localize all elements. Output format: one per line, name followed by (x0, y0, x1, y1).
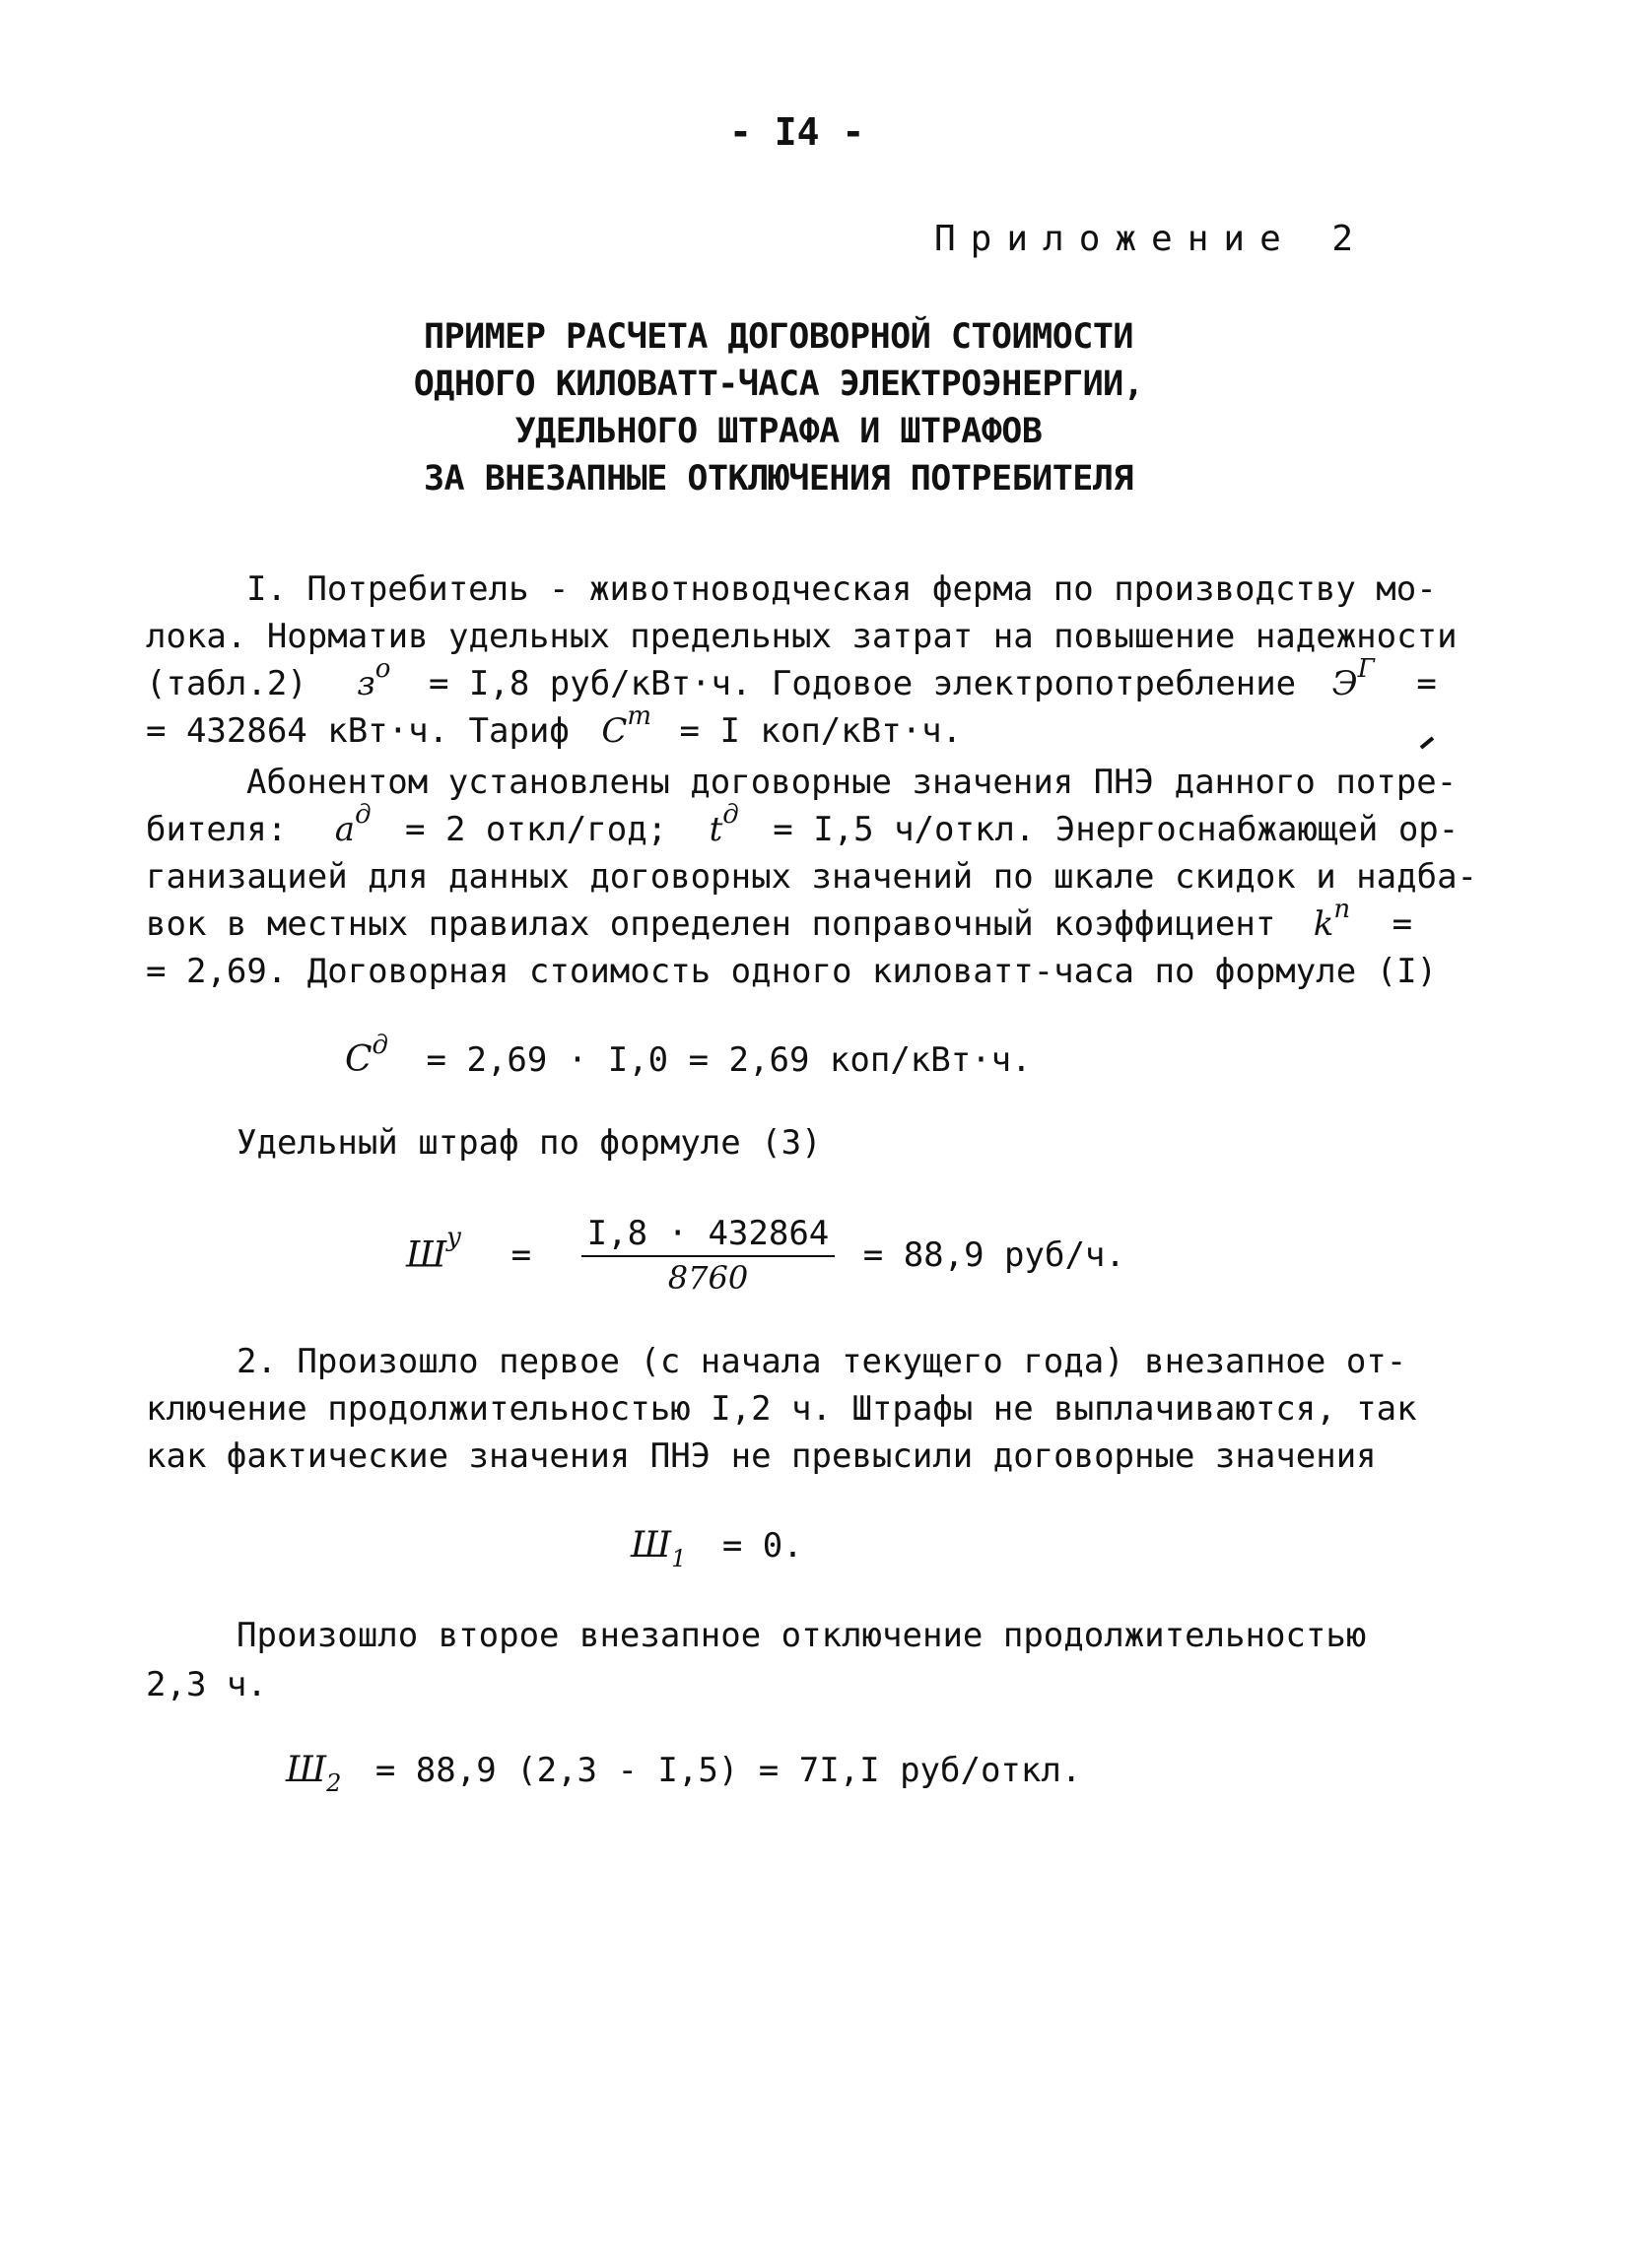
paragraph-line: 2. Произошло первое (с начала текущего года) внезапное от- (237, 1342, 1407, 1381)
formula-expression: = 0. (721, 1526, 803, 1566)
formula-symbol: C (345, 1039, 373, 1080)
text-fragment: = I,5 ч/откл. Энергоснабжающей ор- (773, 810, 1460, 849)
paragraph-line (146, 654, 1437, 703)
formula-symbol: Ш (286, 1750, 327, 1790)
energy-symbol-sup: Г (1357, 654, 1375, 684)
formula-contract-cost (345, 1031, 1032, 1080)
formula-symbol-sup: у (446, 1223, 462, 1252)
text-fragment: = 2 откл/год; (405, 810, 668, 849)
paragraph-line: I. Потребитель - животноводческая ферма по производству мо- (246, 569, 1437, 609)
formula-result: = 88,9 руб/ч. (862, 1235, 1125, 1275)
formula-expression: = 2,69 · I,0 = 2,69 коп/кВт·ч. (426, 1040, 1032, 1080)
formula-symbol: Ш (631, 1525, 672, 1566)
formula-penalty-2 (286, 1750, 1082, 1797)
formula-penalty-1 (631, 1525, 803, 1572)
paragraph-line: Произошло второе внезапное отключение продолжительностью (237, 1616, 1367, 1655)
title-line-4: ЗА ВНЕЗАПНЫЕ ОТКЛЮЧЕНИЯ ПОТРЕБИТЕЛЯ (423, 459, 1133, 499)
paragraph-line: = 2,69. Договорная стоимость одного киловатт-часа по формуле (I) (146, 952, 1438, 991)
formula-symbol: Ш (406, 1234, 447, 1276)
paragraph-line: ганизацией для данных договорных значений по шкале скидок и надба- (146, 857, 1478, 897)
paragraph-line: лока. Норматив удельных предельных затрат на повышение надежности (146, 617, 1458, 656)
formula-fraction (581, 1214, 836, 1297)
appendix-label: Приложение 2 (934, 219, 1369, 259)
formula-expression: = 88,9 (2,3 - I,5) = 7I,I руб/откл. (374, 1751, 1082, 1790)
tariff-symbol: C (601, 711, 628, 751)
paragraph-line: Абонентом установлены договорные значения ПНЭ данного потре- (246, 763, 1458, 802)
outage-duration-symbol-sup: д (722, 800, 739, 830)
penalty-intro: Удельный штраф по формуле (3) (237, 1123, 822, 1163)
formula-symbol-sup: д (372, 1031, 389, 1060)
text-fragment: = I,8 руб/кВт·ч. Годовое электропотребление (428, 664, 1297, 703)
fraction-denominator: 8760 (667, 1259, 749, 1297)
paragraph-line (146, 895, 1413, 944)
text-fragment: = (1392, 904, 1413, 944)
text-fragment: = I коп/кВт·ч. (679, 711, 963, 751)
paragraph-line: как фактические значения ПНЭ не превысили договорные значения (146, 1436, 1377, 1476)
formula-symbol-sub: 2 (326, 1769, 342, 1797)
page-number: - I4 - (729, 110, 865, 154)
title-line-1: ПРИМЕР РАСЧЕТА ДОГОВОРНОЙ СТОИМОСТИ (423, 317, 1133, 357)
outage-count-symbol: a (334, 810, 356, 849)
text-fragment: вок в местных правилах определен поправочный коэффициент (146, 904, 1276, 944)
text-fragment: бителя: (146, 810, 288, 849)
coefficient-symbol-sup: п (1333, 895, 1351, 924)
tariff-symbol-sup: т (627, 701, 652, 731)
title-line-2: ОДНОГО КИЛОВАТТ-ЧАСА ЭЛЕКТРОЭНЕРГИИ, (413, 365, 1144, 404)
text-fragment: = (1416, 664, 1437, 703)
formula-equals: = (510, 1235, 532, 1275)
outage-count-symbol-sup: д (355, 800, 372, 830)
paragraph-line: ключение продолжительностью I,2 ч. Штрафы не выплачиваются, так (146, 1389, 1417, 1429)
coefficient-symbol: k (1313, 904, 1334, 944)
formula-symbol-sub: 1 (671, 1545, 687, 1572)
scan-mark-icon (1419, 734, 1435, 750)
text-fragment: = 432864 кВт·ч. Тариф (146, 711, 570, 751)
outage-duration-symbol: t (709, 810, 723, 849)
paragraph-line: 2,3 ч. (146, 1665, 267, 1704)
text-fragment: (табл.2) (146, 664, 307, 703)
paragraph-line (146, 800, 1460, 849)
energy-symbol: Э (1331, 664, 1358, 703)
paragraph-line (146, 701, 963, 751)
title-line-3: УДЕЛЬНОГО ШТРАФА И ШТРАФОВ (514, 412, 1043, 451)
norm-symbol-sup: о (374, 654, 391, 684)
formula-specific-penalty (406, 1214, 1125, 1297)
fraction-numerator: I,8 · 432864 (581, 1214, 836, 1257)
norm-symbol: з (357, 664, 375, 703)
